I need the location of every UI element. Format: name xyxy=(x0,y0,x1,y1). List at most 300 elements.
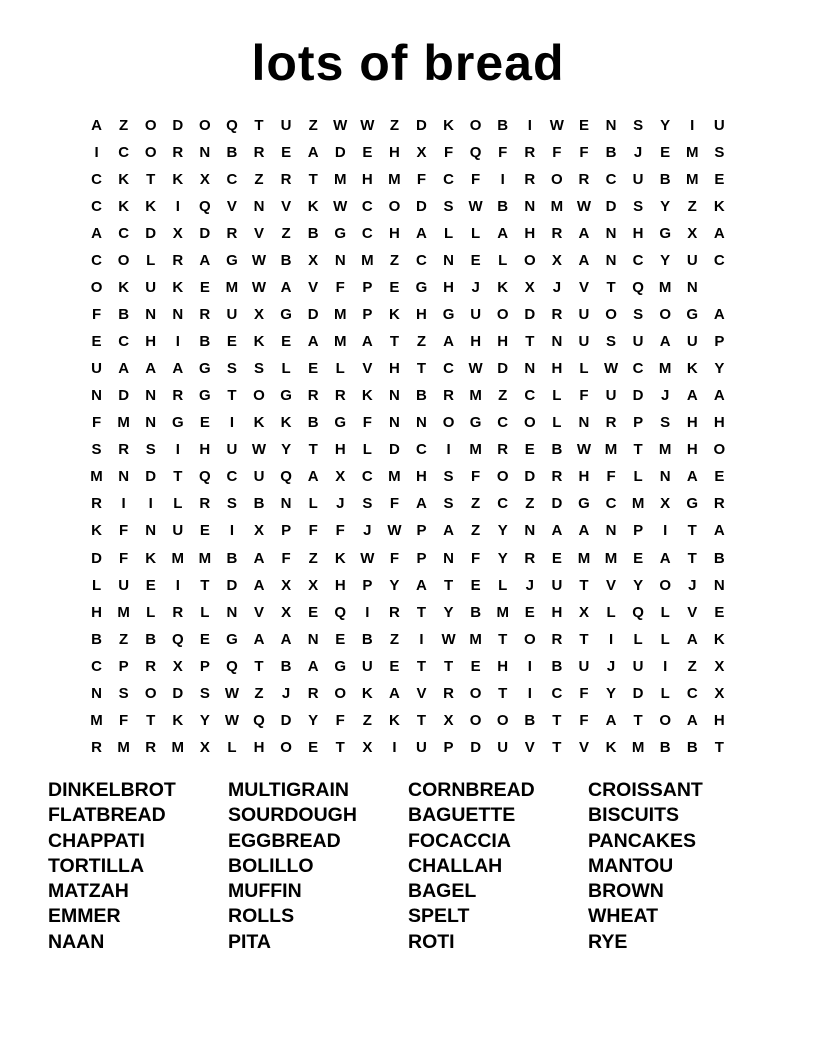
grid-letter: Y xyxy=(714,360,725,378)
grid-letter: N xyxy=(416,414,427,432)
grid-letter: F xyxy=(471,171,481,189)
grid-letter: N xyxy=(199,144,211,162)
grid-letter: D xyxy=(280,711,292,729)
grid-letter: G xyxy=(199,360,211,378)
grid-letter: X xyxy=(172,225,183,243)
grid-letter: B xyxy=(551,441,563,459)
grid-letter: L xyxy=(91,576,102,594)
grid-letter: E xyxy=(145,576,156,594)
grid-letter: H xyxy=(470,333,482,351)
grid-letter: A xyxy=(659,333,671,351)
grid-row xyxy=(83,707,733,734)
grid-letter: Q xyxy=(632,279,644,297)
grid-letter: L xyxy=(579,360,589,378)
grid-letter: C xyxy=(361,198,373,216)
grid-letter: N xyxy=(91,684,102,702)
grid-letter: D xyxy=(307,306,319,324)
grid-letter: H xyxy=(388,360,400,378)
grid-letter: R xyxy=(91,738,102,756)
word-list-item: PANCAKES xyxy=(588,829,696,852)
grid-letter: E xyxy=(470,576,481,594)
grid-letter: F xyxy=(91,414,102,432)
grid-letter: O xyxy=(523,630,536,648)
grid-letter: U xyxy=(172,522,184,540)
grid-letter: Z xyxy=(498,387,508,405)
grid-letter: R xyxy=(172,387,184,405)
grid-letter: J xyxy=(688,576,697,594)
grid-letter: M xyxy=(333,171,347,189)
grid-letter: E xyxy=(389,657,400,675)
grid-letter: M xyxy=(117,603,130,621)
grid-letter: E xyxy=(281,333,292,351)
grid-letter: F xyxy=(389,549,399,567)
grid-letter: K xyxy=(388,711,400,729)
grid-letter: X xyxy=(578,603,589,621)
grid-letter: K xyxy=(497,279,509,297)
grid-letter: J xyxy=(336,495,345,513)
grid-letter: L xyxy=(633,630,643,648)
grid-letter: N xyxy=(91,387,102,405)
grid-letter: F xyxy=(552,144,562,162)
grid-letter: A xyxy=(91,117,102,135)
grid-letter: D xyxy=(118,387,130,405)
grid-letter: H xyxy=(497,333,509,351)
grid-letter: D xyxy=(524,306,536,324)
grid-letter: H xyxy=(632,225,644,243)
grid-letter: A xyxy=(578,252,590,270)
grid-letter: E xyxy=(199,279,210,297)
grid-letter: D xyxy=(199,225,211,243)
page-title: lots of bread xyxy=(251,35,565,91)
grid-letter: R xyxy=(199,495,211,513)
grid-letter: A xyxy=(713,225,725,243)
grid-letter: A xyxy=(307,333,319,351)
grid-letter: P xyxy=(714,333,725,351)
grid-letter: M xyxy=(469,630,482,648)
grid-letter: R xyxy=(307,684,319,702)
grid-letter: A xyxy=(388,684,400,702)
grid-letter: M xyxy=(469,387,482,405)
grid-row xyxy=(83,599,733,626)
grid-letter: C xyxy=(226,468,238,486)
grid-letter: N xyxy=(524,522,536,540)
grid-letter: G xyxy=(469,414,482,432)
grid-letter: O xyxy=(496,306,509,324)
grid-letter: K xyxy=(605,738,617,756)
grid-letter: T xyxy=(579,630,589,648)
grid-letter: D xyxy=(91,549,102,567)
grid-letter: L xyxy=(660,603,670,621)
word-list-item: NAAN xyxy=(48,930,105,953)
grid-letter: O xyxy=(388,198,401,216)
grid-letter: U xyxy=(91,360,102,378)
grid-letter: G xyxy=(199,387,211,405)
grid-letter: M xyxy=(658,360,672,378)
grid-letter: A xyxy=(307,657,319,675)
grid-letter: N xyxy=(713,576,725,594)
grid-letter: I xyxy=(229,522,235,540)
grid-letter: Z xyxy=(687,657,697,675)
grid-letter: D xyxy=(632,684,644,702)
grid-letter: Q xyxy=(199,198,211,216)
grid-letter: T xyxy=(416,360,427,378)
grid-letter: N xyxy=(388,387,400,405)
grid-letter: T xyxy=(606,279,616,297)
grid-letter: O xyxy=(117,252,130,270)
grid-letter: Y xyxy=(660,198,671,216)
grid-letter: A xyxy=(443,522,454,540)
grid-letter: Y xyxy=(443,603,454,621)
grid-row xyxy=(83,517,733,544)
grid-letter: V xyxy=(254,225,265,243)
grid-letter: K xyxy=(361,684,373,702)
grid-row xyxy=(83,193,733,220)
grid-letter: U xyxy=(686,333,698,351)
grid-letter: W xyxy=(468,360,483,378)
grid-letter: P xyxy=(362,279,373,297)
grid-letter: R xyxy=(524,171,536,189)
grid-letter: C xyxy=(443,360,454,378)
grid-letter: W xyxy=(251,441,267,459)
grid-letter: I xyxy=(365,603,370,621)
grid-letter: M xyxy=(604,549,618,567)
grid-letter: T xyxy=(443,657,454,675)
grid-letter: K xyxy=(307,198,319,216)
grid-letter: O xyxy=(334,684,347,702)
grid-letter: L xyxy=(362,441,372,459)
grid-letter: V xyxy=(687,603,698,621)
grid-letter: Y xyxy=(199,711,210,729)
grid-letter: Z xyxy=(308,117,318,135)
grid-letter: Z xyxy=(389,630,399,648)
grid-letter: B xyxy=(280,657,292,675)
grid-row xyxy=(83,274,733,301)
grid-letter: F xyxy=(335,711,345,729)
grid-letter: Y xyxy=(606,684,617,702)
grid-letter: E xyxy=(524,441,535,459)
grid-letter: B xyxy=(253,495,265,513)
grid-letter: U xyxy=(605,387,617,405)
grid-letter: Q xyxy=(334,603,347,621)
grid-letter: C xyxy=(91,198,102,216)
grid-letter: D xyxy=(388,441,400,459)
grid-letter: W xyxy=(224,711,240,729)
grid-letter: M xyxy=(171,549,185,567)
grid-row xyxy=(83,490,733,517)
grid-letter: H xyxy=(686,414,698,432)
grid-letter: E xyxy=(199,522,210,540)
grid-letter: C xyxy=(632,360,644,378)
grid-letter: H xyxy=(551,360,563,378)
grid-letter: F xyxy=(579,387,589,405)
grid-letter: Z xyxy=(308,549,318,567)
grid-letter: T xyxy=(714,738,724,756)
grid-letter: O xyxy=(523,414,536,432)
grid-letter: X xyxy=(308,576,319,594)
grid-letter: O xyxy=(469,711,482,729)
grid-letter: P xyxy=(443,738,454,756)
grid-letter: R xyxy=(172,144,184,162)
grid-letter: N xyxy=(145,387,157,405)
grid-letter: L xyxy=(660,684,670,702)
grid-letter: J xyxy=(661,387,670,405)
grid-letter: Y xyxy=(497,522,508,540)
word-list-item: ROTI xyxy=(408,930,455,953)
grid-letter: Z xyxy=(254,171,264,189)
grid-row xyxy=(83,355,733,382)
word-list-item: FOCACCIA xyxy=(408,829,511,852)
grid-letter: J xyxy=(606,657,616,675)
grid-letter: S xyxy=(443,198,454,216)
grid-letter: B xyxy=(497,198,509,216)
letter-grid xyxy=(83,112,733,761)
grid-letter: L xyxy=(633,468,643,486)
grid-letter: E xyxy=(199,630,210,648)
grid-letter: X xyxy=(660,495,671,513)
grid-letter: C xyxy=(91,252,102,270)
grid-letter: H xyxy=(388,144,400,162)
grid-letter: C xyxy=(416,252,427,270)
grid-letter: U xyxy=(226,306,238,324)
grid-letter: K xyxy=(91,522,102,540)
grid-letter: G xyxy=(334,657,347,675)
grid-letter: B xyxy=(605,144,617,162)
grid-letter: K xyxy=(172,171,184,189)
grid-letter: R xyxy=(280,171,292,189)
grid-letter: R xyxy=(118,441,130,459)
grid-letter: B xyxy=(659,738,671,756)
grid-letter: J xyxy=(552,279,562,297)
grid-letter: O xyxy=(280,738,292,756)
grid-letter: F xyxy=(579,684,589,702)
grid-letter: I xyxy=(94,144,99,162)
word-list-item: MULTIGRAIN xyxy=(228,779,349,801)
grid-letter: P xyxy=(362,576,373,594)
grid-letter: O xyxy=(144,117,157,135)
word-list-item: FLATBREAD xyxy=(48,804,166,827)
grid-letter: C xyxy=(605,171,617,189)
grid-letter: Z xyxy=(362,711,372,729)
grid-row xyxy=(83,572,733,599)
grid-letter: G xyxy=(578,495,590,513)
grid-letter: G xyxy=(226,252,238,270)
grid-letter: W xyxy=(603,360,619,378)
grid-letter: K xyxy=(713,198,725,216)
grid-letter: T xyxy=(687,522,697,540)
grid-letter: M xyxy=(631,738,645,756)
grid-letter: X xyxy=(443,711,454,729)
grid-row xyxy=(83,653,733,680)
grid-letter: C xyxy=(497,414,509,432)
grid-letter: U xyxy=(578,657,590,675)
grid-letter: U xyxy=(416,738,427,756)
grid-letter: E xyxy=(633,549,644,567)
grid-letter: W xyxy=(576,441,592,459)
grid-letter: L xyxy=(146,252,156,270)
grid-letter: R xyxy=(334,387,346,405)
grid-letter: R xyxy=(253,144,265,162)
grid-letter: F xyxy=(443,144,454,162)
grid-letter: W xyxy=(224,684,240,702)
grid-letter: W xyxy=(360,549,375,567)
word-list-item: DINKELBROT xyxy=(48,779,176,801)
grid-letter: T xyxy=(227,387,237,405)
grid-letter: O xyxy=(496,711,509,729)
grid-letter: S xyxy=(226,495,237,513)
grid-letter: Y xyxy=(281,441,292,459)
grid-letter: G xyxy=(415,279,428,297)
grid-letter: V xyxy=(308,279,319,297)
grid-letter: H xyxy=(497,657,509,675)
grid-letter: C xyxy=(605,495,617,513)
grid-letter: C xyxy=(91,171,102,189)
grid-letter: M xyxy=(496,603,509,621)
grid-letter: E xyxy=(362,144,373,162)
grid-letter: A xyxy=(307,468,319,486)
grid-letter: B xyxy=(145,630,157,648)
grid-letter: M xyxy=(361,252,374,270)
grid-row xyxy=(83,382,733,409)
grid-letter: H xyxy=(145,333,157,351)
grid-letter: Z xyxy=(119,117,129,135)
grid-letter: X xyxy=(172,657,183,675)
grid-letter: G xyxy=(280,387,292,405)
grid-letter: A xyxy=(686,387,698,405)
grid-letter: S xyxy=(199,684,210,702)
grid-letter: F xyxy=(579,711,589,729)
grid-letter: E xyxy=(714,603,725,621)
grid-letter: A xyxy=(145,360,157,378)
grid-letter: E xyxy=(308,360,319,378)
grid-letter: M xyxy=(90,711,103,729)
grid-letter: R xyxy=(551,225,563,243)
grid-letter: L xyxy=(173,495,183,513)
grid-row xyxy=(83,112,733,139)
grid-letter: L xyxy=(281,360,291,378)
grid-letter: B xyxy=(497,117,509,135)
grid-letter: T xyxy=(308,441,318,459)
grid-letter: K xyxy=(118,279,130,297)
grid-letter: S xyxy=(606,333,617,351)
grid-letter: F xyxy=(91,306,102,324)
word-list-item: PITA xyxy=(228,930,271,953)
word-list-item: MANTOU xyxy=(588,854,674,877)
grid-letter: X xyxy=(254,306,265,324)
grid-letter: R xyxy=(443,684,454,702)
grid-letter: T xyxy=(173,468,183,486)
grid-letter: K xyxy=(118,198,130,216)
grid-letter: H xyxy=(524,225,536,243)
grid-letter: M xyxy=(686,144,699,162)
word-list-item: CHAPPATI xyxy=(48,829,145,852)
grid-letter: Z xyxy=(281,225,291,243)
grid-letter: T xyxy=(146,711,156,729)
grid-letter: G xyxy=(686,495,699,513)
grid-letter: F xyxy=(281,549,291,567)
grid-letter: T xyxy=(416,657,427,675)
grid-letter: J xyxy=(633,144,643,162)
grid-letter: R xyxy=(551,306,563,324)
grid-letter: W xyxy=(468,198,483,216)
grid-letter: P xyxy=(199,657,210,675)
grid-letter: O xyxy=(659,306,672,324)
grid-letter: V xyxy=(524,738,535,756)
grid-letter: V xyxy=(416,684,427,702)
grid-letter: D xyxy=(145,225,157,243)
grid-letter: T xyxy=(633,711,643,729)
grid-letter: B xyxy=(659,171,671,189)
grid-letter: S xyxy=(633,198,644,216)
grid-letter: M xyxy=(631,495,645,513)
grid-letter: W xyxy=(549,117,564,135)
grid-row xyxy=(83,545,733,572)
word-list-item: BROWN xyxy=(588,880,664,903)
grid-letter: K xyxy=(686,360,698,378)
grid-letter: X xyxy=(551,252,562,270)
grid-row xyxy=(83,463,733,490)
grid-letter: H xyxy=(713,711,725,729)
grid-letter: I xyxy=(392,738,397,756)
grid-letter: Q xyxy=(199,468,211,486)
grid-letter: L xyxy=(308,495,318,513)
grid-letter: Q xyxy=(632,603,644,621)
grid-letter: Y xyxy=(497,549,508,567)
grid-letter: F xyxy=(498,144,508,162)
grid-letter: U xyxy=(497,738,509,756)
grid-letter: O xyxy=(523,252,536,270)
grid-letter: Y xyxy=(633,576,644,594)
grid-letter: C xyxy=(118,144,130,162)
grid-letter: R xyxy=(226,225,238,243)
grid-letter: N xyxy=(443,252,454,270)
grid-letter: L xyxy=(471,225,481,243)
grid-letter: G xyxy=(442,306,455,324)
grid-letter: N xyxy=(605,117,617,135)
grid-letter: Q xyxy=(469,144,482,162)
grid-letter: L xyxy=(552,387,562,405)
grid-letter: Q xyxy=(226,117,238,135)
grid-letter: E xyxy=(199,414,210,432)
grid-letter: A xyxy=(659,549,671,567)
grid-letter: M xyxy=(333,333,347,351)
grid-letter: Z xyxy=(389,117,399,135)
grid-letter: X xyxy=(335,468,346,486)
grid-letter: V xyxy=(578,279,589,297)
grid-letter: A xyxy=(416,495,427,513)
grid-letter: G xyxy=(334,225,347,243)
grid-letter: I xyxy=(527,684,532,702)
grid-letter: U xyxy=(361,657,373,675)
grid-letter: T xyxy=(443,576,454,594)
grid-letter: G xyxy=(280,306,292,324)
grid-letter: I xyxy=(527,657,532,675)
grid-letter: M xyxy=(604,441,618,459)
grid-letter: E xyxy=(91,333,102,351)
grid-letter: S xyxy=(660,414,671,432)
grid-letter: H xyxy=(334,441,346,459)
grid-letter: A xyxy=(578,225,590,243)
grid-letter: N xyxy=(551,333,563,351)
grid-letter: T xyxy=(552,711,562,729)
grid-letter: F xyxy=(389,495,399,513)
grid-letter: A xyxy=(307,144,319,162)
grid-letter: E xyxy=(308,603,319,621)
grid-row xyxy=(83,301,733,328)
grid-letter: O xyxy=(659,711,672,729)
grid-letter: O xyxy=(90,279,103,297)
grid-letter: F xyxy=(119,522,129,540)
grid-letter: R xyxy=(172,252,184,270)
